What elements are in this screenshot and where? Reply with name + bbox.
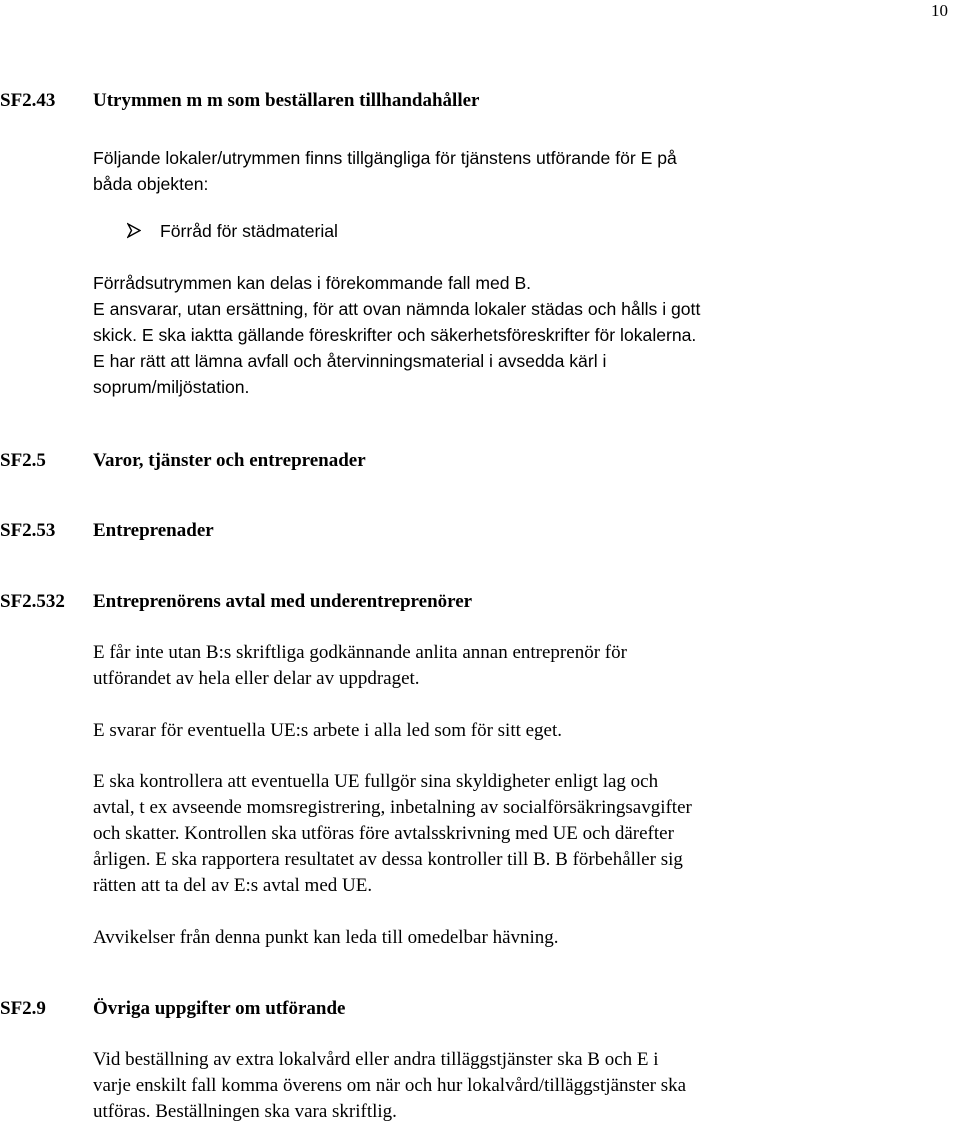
text-line: Följande lokaler/utrymmen finns tillgängliga för tjänstens utförande för E på [93, 148, 677, 168]
text-line: E ska kontrollera att eventuella UE fullgör sina skyldigheter enligt lag och [93, 771, 659, 792]
text-line: årligen. E ska rapportera resultatet av dessa kontroller till B. B förbehåller sig [93, 849, 683, 870]
text-line: Avvikelser från denna punkt kan leda till omedelbar hävning. [93, 927, 559, 948]
section-title: Entreprenörens avtal med underentreprenörer [93, 591, 473, 612]
section-code: SF2.9 [0, 998, 46, 1019]
text-line: E svarar för eventuella UE:s arbete i alla led som för sitt eget. [93, 720, 563, 741]
text-line: avtal, t ex avseende momsregistrering, inbetalning av socialförsäkringsavgifter [93, 797, 692, 818]
text-line: Vid beställning av extra lokalvård eller andra tilläggstjänster ska B och E i [93, 1049, 659, 1070]
text-line: båda objekten: [93, 174, 209, 194]
paragraph [93, 925, 873, 951]
text-line: rätten att ta del av E:s avtal med UE. [93, 875, 373, 896]
section-title: Entreprenader [93, 520, 214, 541]
text-line: soprum/miljöstation. [93, 377, 250, 397]
section-code: SF2.53 [0, 520, 56, 541]
section-code: SF2.532 [0, 591, 65, 612]
page-number: 10 [931, 1, 948, 20]
text-line: skick. E ska iaktta gällande föreskrifter och säkerhetsföreskrifter för lokalerna. [93, 325, 697, 345]
text-line: E har rätt att lämna avfall och återvinningsmaterial i avsedda kärl i [93, 351, 607, 371]
text-line: utföras. Beställningen ska vara skriftlig. [93, 1101, 397, 1122]
paragraph [93, 769, 873, 899]
section-title: Varor, tjänster och entreprenader [93, 450, 366, 471]
section-title: Övriga uppgifter om utförande [93, 998, 346, 1019]
section-code: SF2.43 [0, 90, 56, 111]
arrow-bullet-icon [127, 218, 141, 251]
text-line: och skatter. Kontrollen ska utföras före avtalsskrivning med UE och därefter [93, 823, 674, 844]
text-line: utförandet av hela eller delar av uppdraget. [93, 668, 420, 689]
paragraph [93, 718, 873, 744]
body-paragraph [93, 270, 873, 400]
section-code: SF2.5 [0, 450, 46, 471]
text-line: Förrådsutrymmen kan delas i förekommande fall med B. [93, 273, 532, 293]
text-line: varje enskilt fall komma överens om när och hur lokalvård/tilläggstjänster ska [93, 1075, 687, 1096]
text-line: E får inte utan B:s skriftliga godkännande anlita annan entreprenör för [93, 642, 627, 663]
text-line: E ansvarar, utan ersättning, för att ovan nämnda lokaler städas och hålls i gott [93, 299, 701, 319]
intro-paragraph [93, 145, 873, 197]
paragraph [93, 1047, 873, 1125]
section-title: Utrymmen m m som beställaren tillhandahåller [93, 90, 480, 111]
paragraph [93, 640, 873, 692]
bullet-text: Förråd för städmaterial [160, 221, 338, 241]
